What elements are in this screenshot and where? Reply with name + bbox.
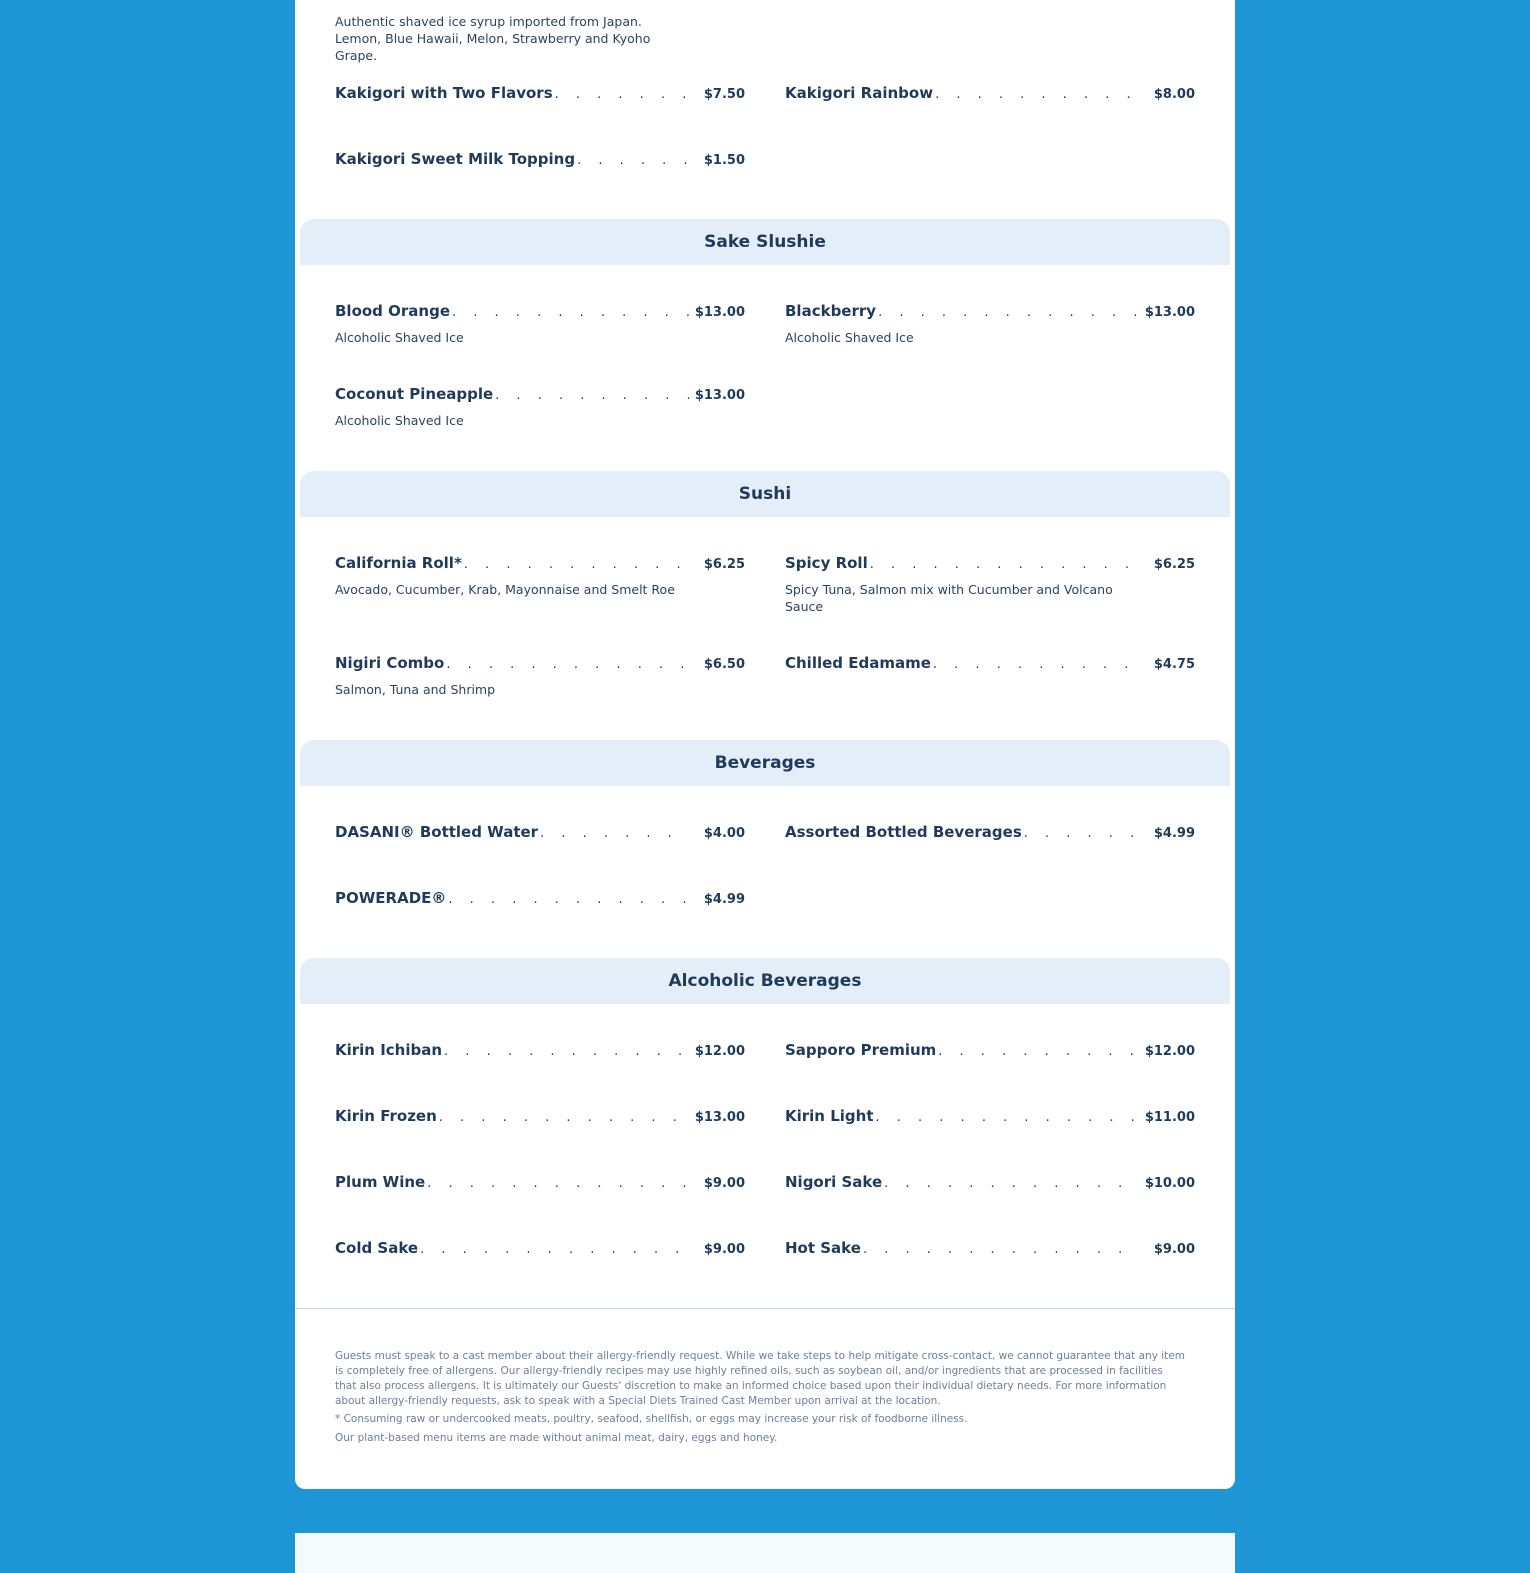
section-header-alcoholic-beverages: Alcoholic Beverages — [300, 958, 1230, 1004]
leader-dots — [884, 1176, 1139, 1191]
item-name: POWERADE® — [335, 889, 447, 907]
item-name: Chilled Edamame — [785, 654, 931, 672]
leader-dots — [863, 1242, 1139, 1257]
item-price: $12.00 — [1144, 1044, 1195, 1059]
menu-item-hot-sake — [785, 1239, 1195, 1257]
plant-based-notice: Our plant-based menu items are made without animal meat, dairy, eggs and honey. — [335, 1432, 778, 1444]
leader-dots — [878, 305, 1139, 320]
leader-dots — [448, 892, 689, 907]
menu-item-kakigori-rainbow — [785, 84, 1195, 102]
item-price: $6.25 — [703, 557, 745, 572]
item-price: $4.99 — [1153, 826, 1195, 841]
item-name: Plum Wine — [335, 1173, 426, 1191]
allergy-notice: Guests must speak to a cast member about their allergy-friendly request. While we take steps to help mitigate cross-contact, we cannot guarantee that any item is completely free of allergens. Our allergy-friendly recipes may use highly refined oils, such as soybean oil, and/or ingredients that are processed in facilities that also process allergens. It is ultimately our Guests' discretion to make an informed choice based upon their individual dietary needs. For more information about allergy-friendly requests, ask to speak with a Special Diets Trained Cast Member upon arrival at the location. — [335, 1350, 1185, 1407]
item-name: Blood Orange — [335, 302, 451, 320]
item-name: Kirin Light — [785, 1107, 874, 1125]
item-name: Blackberry — [785, 302, 877, 320]
item-price: $13.00 — [694, 388, 745, 403]
item-price: $8.00 — [1153, 87, 1195, 102]
leader-dots — [420, 1242, 689, 1257]
menu-item-dasani-water — [335, 823, 745, 841]
item-price: $13.00 — [694, 1110, 745, 1125]
item-name: Coconut Pineapple — [335, 385, 494, 403]
menu-item-nigiri-combo — [335, 654, 745, 698]
section-header-beverages: Beverages — [300, 740, 1230, 786]
leader-dots — [870, 557, 1139, 572]
item-price: $12.00 — [694, 1044, 745, 1059]
item-name: Hot Sake — [785, 1239, 861, 1257]
item-description: Salmon, Tuna and Shrimp — [335, 682, 496, 697]
item-name: Kakigori Rainbow — [785, 84, 934, 102]
menu-item-chilled-edamame — [785, 654, 1195, 672]
item-name: Kakigori with Two Flavors — [335, 84, 553, 102]
leader-dots — [444, 1044, 689, 1059]
menu-item-kirin-light — [785, 1107, 1195, 1125]
next-card-edge — [295, 1533, 1235, 1573]
item-price: $13.00 — [694, 305, 745, 320]
menu-item-sapporo-premium — [785, 1041, 1195, 1059]
leader-dots — [555, 87, 689, 102]
menu-item-coconut-pineapple — [335, 385, 745, 429]
footer-divider — [295, 1308, 1235, 1309]
item-name: Spicy Roll — [785, 554, 868, 572]
menu-item-kirin-frozen — [335, 1107, 745, 1125]
item-price: $10.00 — [1144, 1176, 1195, 1191]
leader-dots — [439, 1110, 689, 1125]
item-price: $1.50 — [703, 153, 745, 168]
item-description: Spicy Tuna, Salmon mix with Cucumber and Volcano Sauce — [785, 582, 1113, 614]
menu-item-kakigori-two-flavors — [335, 84, 745, 102]
section-header-sake-slushie: Sake Slushie — [300, 219, 1230, 265]
leader-dots — [1024, 826, 1139, 841]
item-name: Nigori Sake — [785, 1173, 883, 1191]
item-name: Cold Sake — [335, 1239, 419, 1257]
menu-item-spicy-roll — [785, 554, 1195, 615]
item-price: $13.00 — [1144, 305, 1195, 320]
menu-item-plum-wine — [335, 1173, 745, 1191]
item-price: $4.99 — [703, 892, 745, 907]
menu-item-kakigori-sweet-milk-topping — [335, 150, 745, 168]
item-description: Alcoholic Shaved Ice — [335, 330, 464, 345]
menu-item-nigori-sake — [785, 1173, 1195, 1191]
item-description: Alcoholic Shaved Ice — [785, 330, 914, 345]
leader-dots — [495, 388, 689, 403]
item-description: Avocado, Cucumber, Krab, Mayonnaise and Smelt Roe — [335, 582, 675, 597]
item-name: Kirin Ichiban — [335, 1041, 443, 1059]
item-price: $4.75 — [1153, 657, 1195, 672]
item-price: $11.00 — [1144, 1110, 1195, 1125]
item-price: $7.50 — [703, 87, 745, 102]
menu-item-cold-sake — [335, 1239, 745, 1257]
leader-dots — [540, 826, 689, 841]
menu-item-blackberry — [785, 302, 1195, 346]
item-price: $9.00 — [1153, 1242, 1195, 1257]
menu-item-blood-orange — [335, 302, 745, 346]
leader-dots — [446, 657, 689, 672]
item-price: $9.00 — [703, 1176, 745, 1191]
menu-item-california-roll — [335, 554, 745, 598]
leader-dots — [938, 1044, 1139, 1059]
item-description: Alcoholic Shaved Ice — [335, 413, 464, 428]
leader-dots — [933, 657, 1139, 672]
menu-card — [295, 0, 1235, 1489]
item-price: $9.00 — [703, 1242, 745, 1257]
item-price: $6.50 — [703, 657, 745, 672]
item-price: $4.00 — [703, 826, 745, 841]
menu-item-powerade — [335, 889, 745, 907]
raw-food-notice: * Consuming raw or undercooked meats, poultry, seafood, shellfish, or eggs may increase your risk of foodborne illness. — [335, 1413, 968, 1425]
item-name: Assorted Bottled Beverages — [785, 823, 1022, 841]
leader-dots — [427, 1176, 689, 1191]
leader-dots — [464, 557, 689, 572]
kakigori-description: Authentic shaved ice syrup imported from Japan. Lemon, Blue Hawaii, Melon, Strawberry and Kyoho Grape. — [335, 14, 651, 63]
leader-dots — [452, 305, 689, 320]
item-name: Kakigori Sweet Milk Topping — [335, 150, 576, 168]
leader-dots — [876, 1110, 1140, 1125]
menu-item-assorted-bottled-beverages — [785, 823, 1195, 841]
item-name: Kirin Frozen — [335, 1107, 437, 1125]
leader-dots — [935, 87, 1139, 102]
item-name: DASANI® Bottled Water — [335, 823, 539, 841]
item-name: Nigiri Combo — [335, 654, 445, 672]
item-price: $6.25 — [1153, 557, 1195, 572]
leader-dots — [577, 153, 689, 168]
item-name: Sapporo Premium — [785, 1041, 937, 1059]
menu-item-kirin-ichiban — [335, 1041, 745, 1059]
item-name: California Roll* — [335, 554, 462, 572]
section-header-sushi: Sushi — [300, 471, 1230, 517]
